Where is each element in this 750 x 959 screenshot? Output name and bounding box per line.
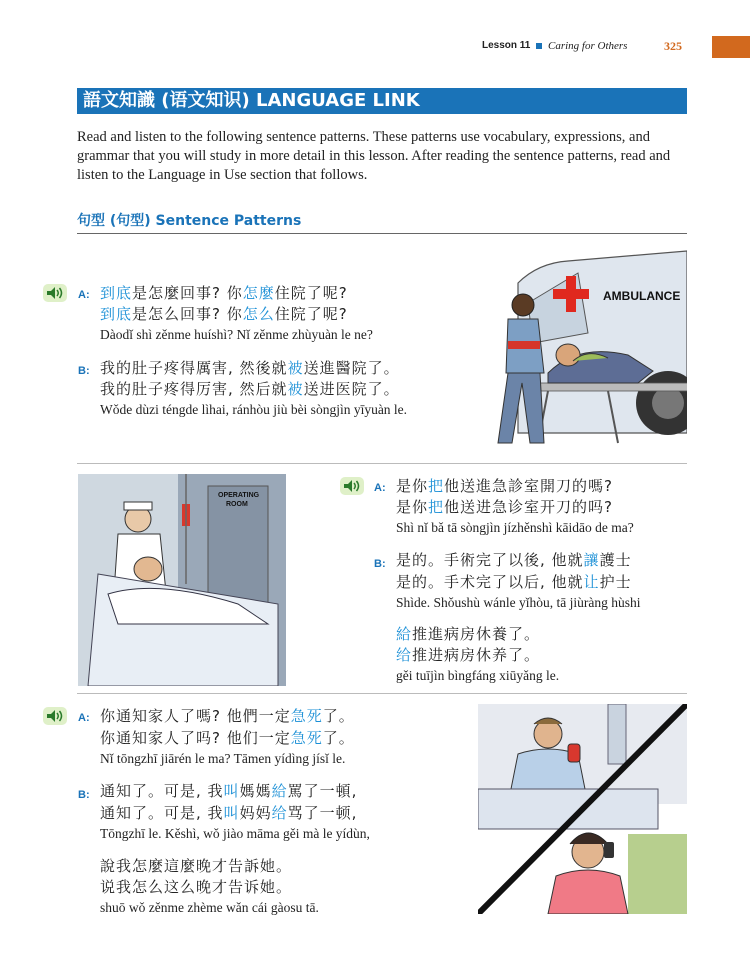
dialogue1-b-pinyin: Wǒde dùzi téngde lìhai, ránhòu jiù bèi sòngjìn yīyuàn le. bbox=[100, 402, 408, 417]
highlighted-text: 给 bbox=[271, 804, 288, 822]
speaker-a-label: A: bbox=[78, 289, 90, 301]
intro-paragraph: Read and listen to the following sentence patterns. These patterns use vocabulary, expressions, and grammar that you will study in more detail in this lesson. After reading the sentence patterns, read and listen to the Language in Use section that follows. bbox=[77, 129, 671, 183]
dialogue3-b2-pinyin: shuō wǒ zěnme zhème wǎn cái gàosu tā. bbox=[100, 900, 319, 915]
speaker-icon[interactable] bbox=[42, 283, 68, 303]
speaker-a-label: A: bbox=[78, 712, 90, 724]
dialogue2-a-traditional bbox=[396, 476, 613, 496]
speaker-a-label: A: bbox=[374, 482, 386, 494]
speaker-icon[interactable] bbox=[339, 476, 365, 496]
sentence-text: 住院了呢? bbox=[274, 284, 348, 302]
sentence-text: 是你 bbox=[396, 477, 429, 495]
highlighted-text: 叫 bbox=[223, 804, 240, 822]
dialogue3-b-traditional bbox=[100, 781, 357, 801]
dialogue3-b-pinyin: Tōngzhī le. Kěshì, wǒ jiào māma gěi mà le yídùn, bbox=[100, 826, 370, 841]
room-sign-line2: ROOM bbox=[226, 501, 248, 508]
dialogue2-a-pinyin: Shì nǐ bǎ tā sòngjìn jízhěnshì kāidāo de ma? bbox=[396, 520, 634, 535]
sentence-text: 了。 bbox=[322, 707, 355, 725]
sentence-text: 住院了呢? bbox=[274, 305, 348, 323]
room-sign-line1: OPERATING bbox=[218, 492, 260, 499]
highlighted-text: 怎麼 bbox=[242, 284, 275, 302]
dialogue2-a-simplified bbox=[396, 497, 613, 517]
highlighted-text: 急死 bbox=[290, 707, 323, 725]
speaker-b-label: B: bbox=[78, 789, 90, 801]
sentence-text: 說我怎麼這麼晚才告訴她。 bbox=[100, 857, 293, 875]
dialogue1-a-traditional bbox=[100, 283, 348, 303]
sentence-text: 通知了。可是, 我 bbox=[100, 804, 224, 822]
lesson-topic: Caring for Others bbox=[548, 40, 628, 52]
highlighted-text: 到底 bbox=[100, 284, 133, 302]
dialogue2-b-simplified bbox=[396, 572, 632, 592]
highlighted-text: 讓 bbox=[583, 551, 600, 569]
sentence-text: 妈妈 bbox=[239, 804, 272, 822]
sentence-text: 他送進急診室開刀的嗎? bbox=[444, 477, 613, 495]
dialogue2-b-traditional bbox=[396, 550, 632, 570]
sentence-text: 罵了一頓, bbox=[287, 782, 358, 800]
dialogue1-a-simplified bbox=[100, 304, 348, 324]
bullet-square-icon bbox=[536, 43, 542, 49]
dialogue1-b-simplified bbox=[100, 379, 400, 399]
sentence-text: 推進病房休養了。 bbox=[412, 625, 541, 643]
sentence-text: 是你 bbox=[396, 498, 429, 516]
sentence-text: 是怎麼回事? 你 bbox=[132, 284, 243, 302]
sentence-text: 是的。手术完了以后, 他就 bbox=[396, 573, 584, 591]
sentence-text: 媽媽 bbox=[239, 782, 272, 800]
sentence-text: 通知了。可是, 我 bbox=[100, 782, 224, 800]
section-title: 語文知識 (语文知识) LANGUAGE LINK bbox=[77, 88, 687, 114]
highlighted-text: 給 bbox=[396, 625, 413, 643]
ambulance-sign-text: AMBULANCE bbox=[603, 289, 681, 303]
sentence-text: 推进病房休养了。 bbox=[412, 646, 541, 664]
dialogue2-b2-pinyin: gěi tuījìn bìngfáng xiūyǎng le. bbox=[396, 668, 560, 683]
speaker-icon[interactable] bbox=[42, 706, 68, 726]
dialogue2-b2-traditional bbox=[396, 624, 540, 644]
sentence-text: 你通知家人了吗? 他们一定 bbox=[100, 729, 291, 747]
sentence-text: 你通知家人了嗎? 他們一定 bbox=[100, 707, 291, 725]
dialogue3-a-traditional bbox=[100, 706, 355, 726]
sentence-text: 送進醫院了。 bbox=[303, 359, 400, 377]
highlighted-text: 被 bbox=[287, 359, 304, 377]
sentence-text: 送进医院了。 bbox=[303, 380, 400, 398]
lesson-number: Lesson 11 bbox=[482, 40, 531, 51]
section-divider bbox=[77, 463, 687, 464]
dialogue3-b-simplified bbox=[100, 803, 357, 823]
highlighted-text: 让 bbox=[583, 573, 600, 591]
sentence-text: 了。 bbox=[322, 729, 355, 747]
highlighted-text: 急死 bbox=[290, 729, 323, 747]
sentence-text: 说我怎么这么晚才告诉她。 bbox=[100, 878, 293, 896]
sentence-text: 是怎么回事? 你 bbox=[132, 305, 243, 323]
dialogue3-b2-simplified bbox=[100, 877, 292, 897]
dialogue3-a-pinyin: Nǐ tōngzhī jiārén le ma? Tāmen yídìng jísǐ le. bbox=[100, 751, 346, 766]
subheading-rule bbox=[77, 233, 687, 234]
highlighted-text: 叫 bbox=[223, 782, 240, 800]
sentence-text: 他送进急诊室开刀的吗? bbox=[444, 498, 613, 516]
sentence-text: 我的肚子疼得厉害, 然后就 bbox=[100, 380, 288, 398]
sentence-text: 是的。手術完了以後, 他就 bbox=[396, 551, 584, 569]
highlighted-text: 被 bbox=[287, 380, 304, 398]
highlighted-text: 給 bbox=[271, 782, 288, 800]
running-header bbox=[0, 40, 750, 62]
highlighted-text: 把 bbox=[428, 498, 445, 516]
sentence-text: 护士 bbox=[599, 573, 632, 591]
dialogue1-b-traditional bbox=[100, 358, 400, 378]
subheading-sentence-patterns: 句型 (句型) Sentence Patterns bbox=[77, 213, 302, 229]
dialogue1-a-pinyin: Dàodǐ shì zěnme huíshì? Nǐ zěnme zhùyuàn le ne? bbox=[100, 327, 373, 342]
sentence-text: 骂了一顿, bbox=[287, 804, 358, 822]
dialogue3-a-simplified bbox=[100, 728, 355, 748]
dialogue3-b2-traditional bbox=[100, 856, 292, 876]
dialogue2-b2-simplified bbox=[396, 645, 540, 665]
highlighted-text: 怎么 bbox=[242, 305, 275, 323]
highlighted-text: 到底 bbox=[100, 305, 133, 323]
speaker-b-label: B: bbox=[78, 365, 90, 377]
section-divider bbox=[77, 693, 687, 694]
page-number: 325 bbox=[664, 39, 682, 53]
sentence-text: 我的肚子疼得厲害, 然後就 bbox=[100, 359, 288, 377]
highlighted-text: 把 bbox=[428, 477, 445, 495]
ambulance-illustration bbox=[478, 243, 687, 455]
page-edge-tab bbox=[712, 36, 750, 58]
phone-call-illustration bbox=[478, 704, 687, 914]
highlighted-text: 给 bbox=[396, 646, 413, 664]
operating-room-illustration bbox=[78, 474, 286, 686]
sentence-text: 護士 bbox=[599, 551, 632, 569]
dialogue2-b-pinyin: Shìde. Shǒushù wánle yǐhòu, tā jiùràng hùshi bbox=[396, 595, 641, 610]
speaker-b-label: B: bbox=[374, 558, 386, 570]
